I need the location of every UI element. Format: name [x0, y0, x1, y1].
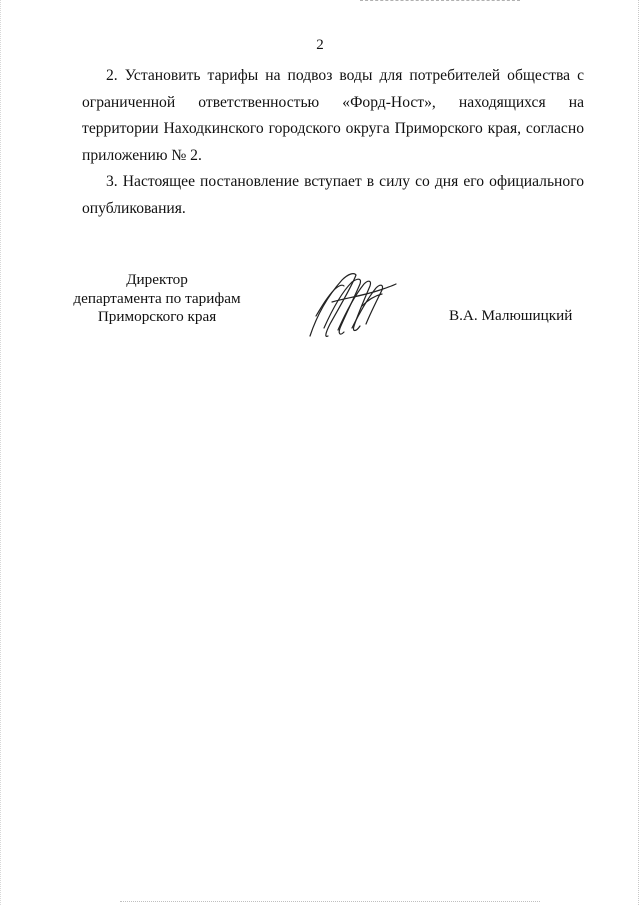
signer-name: В.А. Малюшицкий [449, 307, 573, 324]
scan-edge-top [360, 0, 520, 2]
paragraph-2: 2. Установить тарифы на подвоз воды для потребителей общества с ограниченной ответственностью «Форд-Ност», находящихся на территории Находкинского городского округа Приморского края, согласно приложению № 2. [82, 67, 584, 164]
signer-position-line-3: Приморского края [97, 308, 217, 325]
document-body [82, 63, 584, 223]
signer-position-line-2: департамента по тарифам [73, 289, 241, 307]
scan-edge-bottom [120, 901, 540, 903]
paragraph-3: 3. Настоящее постановление вступает в силу со дня его официального опубликования. [82, 173, 584, 217]
signer-position [62, 271, 252, 327]
signer-position-line-1: Директор [126, 271, 188, 288]
handwritten-signature [302, 266, 398, 342]
page-number: 2 [316, 37, 324, 53]
scan-edge-left [0, 0, 2, 905]
